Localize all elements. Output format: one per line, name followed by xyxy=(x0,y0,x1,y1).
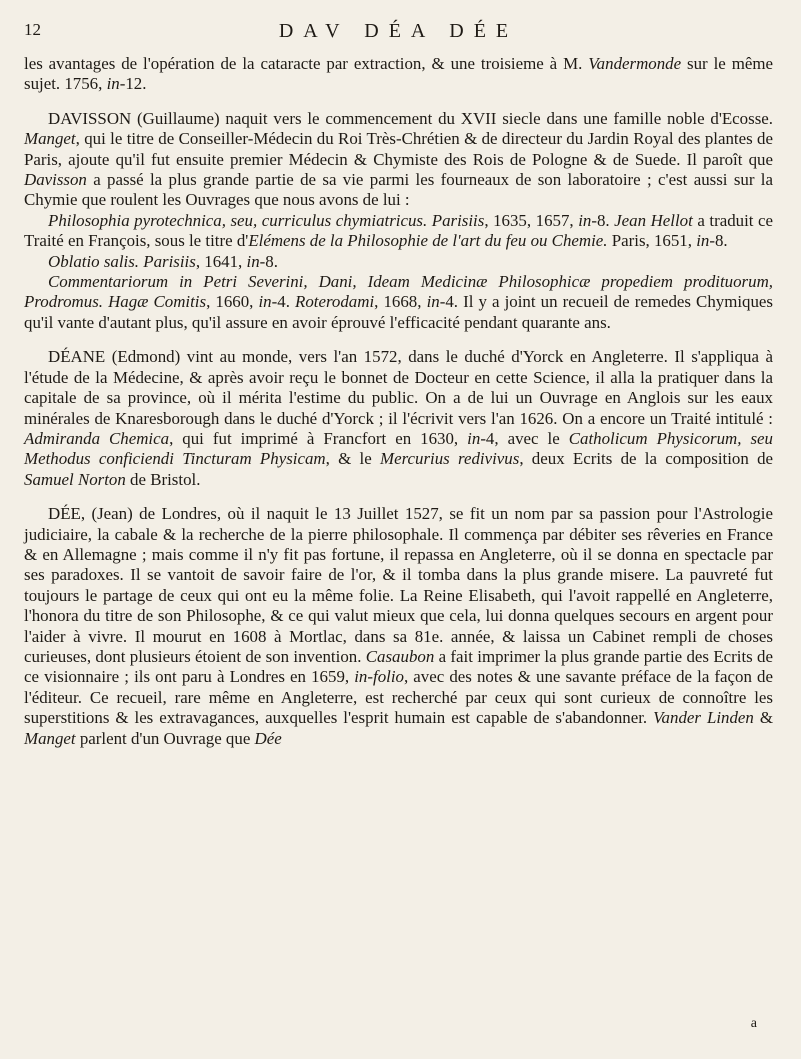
italic-run: Catholicum Physicorum, seu Methodus conficiendi Tincturam Physicam xyxy=(24,428,773,469)
italic-run: in xyxy=(578,210,592,230)
text-run: & xyxy=(753,708,773,728)
text-run: sur le même sujet. 1756, xyxy=(24,54,773,94)
italic-run: Commentariorum in Petri Severini, Dani, Ideam Medicinæ Philosophicæ propediem prodituorum, Prodromus. Hagæ Comitis xyxy=(24,272,773,312)
text-run: (Edmond) vint au monde, vers l'an 1572, dans le duché d'Yorck en Angleterre. Il s'appliqua à l'étude de la Médecine, & après avoir reçu le bonnet de Docteur en cette Science, il alla la pratiquer dans la capitale de sa province, où il mérita l'estime du public. On a de lui un Ouvrage en Anglois sur les eaux minérales de Knaresborough dans le duché d'Yorck ; il l'écrivit vers l'an 1626. On a encore un Traité intitulé : xyxy=(24,347,773,428)
italic-run: Oblatio salis. Parisiis xyxy=(48,251,196,271)
entry-subparagraph xyxy=(24,211,773,252)
text-run: (Guillaume) naquit vers le commencement du XVII siecle dans une famille noble d'Ecosse. xyxy=(131,108,773,128)
text-run: -4. Il y a joint un recueil de remedes Chymiques qu'il vante d'autant plus, qu'il assure en avoir éprouvé l'efficacité pendant quarante ans. xyxy=(24,292,774,332)
text-run: -8. xyxy=(259,251,278,271)
text-run: , & le xyxy=(325,449,380,469)
italic-run: in xyxy=(246,251,260,271)
italic-run: Casaubon xyxy=(365,646,435,666)
text-run: , 1635, 1657, xyxy=(484,210,579,230)
text-run: a traduit ce Traité en François, sous le titre d' xyxy=(24,210,774,251)
italic-run: Mercurius redivivus xyxy=(380,449,520,469)
italic-run: Vandermonde xyxy=(588,54,682,73)
text-run: -4. xyxy=(271,292,296,312)
text-run: -8. xyxy=(591,210,615,230)
body-text xyxy=(24,54,773,749)
text-run: Paris, 1651, xyxy=(607,231,697,251)
italic-run: Samuel Norton xyxy=(24,469,126,489)
italic-run: Dée xyxy=(254,728,282,748)
entry-paragraph xyxy=(24,504,773,749)
page-number: 12 xyxy=(24,20,41,39)
italic-run: in xyxy=(106,74,120,94)
continuation-paragraph xyxy=(24,54,773,95)
text-run: -12. xyxy=(119,74,147,94)
text-run: , deux Ecrits de la composition de xyxy=(519,449,774,469)
italic-run: in xyxy=(467,428,481,448)
italic-run: Manget xyxy=(24,129,76,149)
italic-run: Davisson xyxy=(24,170,87,190)
text-run: , qui fut imprimé à Francfort en 1630, xyxy=(169,428,468,448)
text-run: parlent d'un Ouvrage que xyxy=(75,728,255,748)
italic-run: in xyxy=(426,292,440,312)
entry-subparagraph xyxy=(24,252,773,272)
text-run: , (Jean) de Londres, où il naquit le 13 Juillet 1527, se fit un nom par sa passion pour l'Astrologie judiciaire, la cabale & la recherche de la pierre philosophale. Il commença par débiter ses rêveries en France & en Allemagne ; mais comme il n'y fit pas fortune, il repassa en Angleterre, où il se donna en spectacle par ses paradoxes. Il se vantoit de savoir faire de l'or, & il tomba dans la plus grande misere. La pauvreté fut toujours le partage de ceux qui ont eu la même folie. La Reine Elisabeth, qui l'avoit rappellé en Angleterre, l'honora du titre de son Philosophe, & ce qui valut mieux que cela, lui donna quelques secours en argent pour l'aider à vivre. Il mourut en 1608 à Mortlac, dans sa 81e. année, & laissa un Cabinet rempli de choses curieuses, dont plusieurs étoient de son invention. xyxy=(24,504,773,666)
italic-run: Manget xyxy=(24,728,76,748)
entry-headword: DAVISSON xyxy=(48,108,132,128)
italic-run: Jean Hellot xyxy=(614,210,693,230)
entry-headword: DÉE xyxy=(48,504,81,524)
text-run: a passé la plus grande partie de sa vie parmi les fourneaux de son laboratoire ; c'est aussi sur la Chymie que roulent les Ouvrages que nous avons de lui : xyxy=(24,170,773,210)
page-header xyxy=(24,10,773,54)
text-run: , 1660, xyxy=(206,292,259,312)
entry-paragraph xyxy=(24,347,773,490)
text-run: les avantages de l'opération de la cataracte par extraction, & une troisieme à M. xyxy=(24,54,589,73)
entry-subparagraph xyxy=(24,272,773,333)
italic-run: Admiranda Chemica xyxy=(24,428,170,448)
running-head: DAV DÉA DÉE xyxy=(278,20,519,42)
italic-run: Philosophia pyrotechnica, seu, curriculus chymiatricus. Parisiis xyxy=(48,210,485,230)
text-run: de Bristol. xyxy=(125,469,201,489)
italic-run: Vander Linden xyxy=(653,708,754,728)
italic-run: Elémens de la Philosophie de l'art du feu ou Chemie. xyxy=(248,231,608,251)
text-run: , 1641, xyxy=(195,251,247,271)
italic-run: in-folio xyxy=(354,667,404,687)
text-run: a fait imprimer la plus grande partie des Ecrits de ce visionnaire ; ils ont paru à Londres en 1659, xyxy=(24,646,773,687)
text-run: , qui le titre de Conseiller-Médecin du Roi Très-Chrétien & de directeur du Jardin Royal des plantes de Paris, ajoute qu'il fut ensuite premier Médecin & Chymiste des Rois de Pologne & de Suede. Il paroît que xyxy=(24,129,773,169)
entry-paragraph xyxy=(24,109,773,211)
italic-run: in xyxy=(696,231,710,251)
text-run: -8. xyxy=(709,231,728,251)
italic-run: in xyxy=(258,292,272,312)
entry-headword: DÉANE xyxy=(48,347,106,367)
text-run: , avec des notes & une savante préface de la façon de l'éditeur. Ce recueil, rare même en Angleterre, est recherché par ceux qui sont curieux de connoître les superstitions & les extravagances, auxquelles l'esprit humain est capable de s'abandonner. xyxy=(24,667,773,728)
italic-run: Roterodami xyxy=(295,292,375,312)
text-run: , 1668, xyxy=(374,292,427,312)
catchword: a xyxy=(750,1016,757,1031)
text-run: -4, avec le xyxy=(480,428,569,448)
